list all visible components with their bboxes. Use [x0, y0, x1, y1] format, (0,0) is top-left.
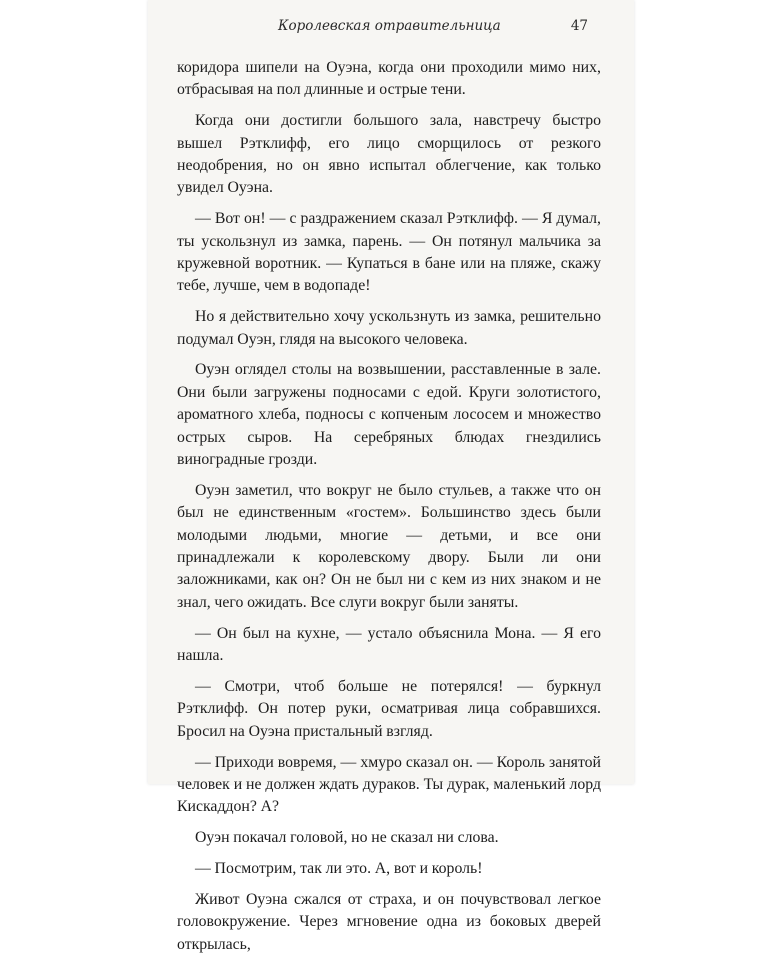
- page-number: 47: [570, 18, 588, 34]
- paragraph: — Посмотрим, так ли это. А, вот и король!: [195, 859, 483, 877]
- paragraph: Когда они достигли большого зала, навстречу быстро вышел Рэтклифф, его лицо сморщилось от резкого неодобрения, но он явно испытал облегчение, как только увидел Оуэна.: [177, 112, 601, 197]
- paragraph: — Приходи вовремя, — хмуро сказал он. — Король занятой человек и не должен ждать дураков. Ты дурак, маленький лорд Кискаддон? А?: [177, 753, 601, 816]
- paragraph: коридора шипели на Оуэна, когда они проходили мимо них, отбрасывая на пол длинные и острые тени.: [177, 59, 601, 99]
- running-title: Королевская отравительница: [278, 18, 501, 34]
- paragraph: Оуэн оглядел столы на возвышении, расставленные в зале. Они были загружены подносами с едой. Круги золотистого, ароматного хлеба, подносы с копченым лососем и множество острых сыров. На серебряных блюдах гнездились виноградные грозди.: [177, 361, 601, 469]
- running-header: [170, 14, 612, 38]
- paragraph: Оуэн покачал головой, но не сказал ни слова.: [195, 829, 499, 847]
- paragraph: Но я действительно хочу ускользнуть из замка, решительно подумал Оуэн, глядя на высокого человека.: [177, 308, 601, 348]
- paragraph: Живот Оуэна сжался от страха, и он почувствовал легкое головокружение. Через мгновение одна из боковых дверей открылась,: [177, 890, 601, 953]
- body-text: [177, 57, 601, 964]
- paragraph: Оуэн заметил, что вокруг не было стульев, а также что он был не единственным «гостем». Большинство здесь были молодыми людьми, многие — детьми, и все они принадлежали к королевскому двору. Были ли они заложниками, как он? Он не был ни с кем из них знаком и не знал, чего ожидать. Все слуги вокруг были заняты.: [177, 481, 601, 611]
- paragraph: — Смотри, чтоб больше не потерялся! — буркнул Рэтклифф. Он потер руки, осматривая лица собравшихся. Бросил на Оуэна пристальный взгляд.: [177, 677, 601, 740]
- book-page: [148, 0, 634, 953]
- paragraph: — Он был на кухне, — устало объяснила Мона. — Я его нашла.: [177, 624, 601, 665]
- paragraph: — Вот он! — с раздражением сказал Рэтклифф. — Я думал, ты ускользнул из замка, парень. — Он потянул мальчика за кружевной воротник. — Купаться в бане или на пляже, скажу тебе, лучше, чем в водопаде!: [177, 210, 601, 295]
